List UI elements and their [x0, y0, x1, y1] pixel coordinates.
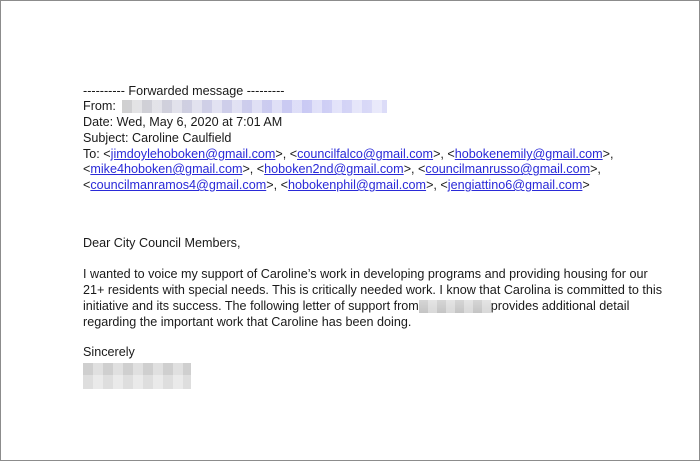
body-text: initiative and its success. The following letter of support from	[83, 299, 419, 313]
recipient-link[interactable]: councilmanrusso@gmail.com	[425, 162, 591, 176]
recipient-link[interactable]: jimdoylehoboken@gmail.com	[110, 147, 276, 161]
recipient-link[interactable]: councilmanramos4@gmail.com	[90, 178, 267, 192]
date-line: Date: Wed, May 6, 2020 at 7:01 AM	[83, 115, 283, 129]
body-line: regarding the important work that Caroline has been doing.	[83, 315, 412, 329]
to-line-continued: <mike4hoboken@gmail.com>, <hoboken2nd@gmail.com>, <councilmanrusso@gmail.com>,	[83, 162, 601, 176]
redacted-sender	[122, 100, 387, 113]
salutation: Dear City Council Members,	[83, 236, 241, 250]
body-line: 21+ residents with special needs. This is critically needed work. I know that Carolina is committed to this	[83, 283, 662, 297]
body-line: I wanted to voice my support of Caroline’s work in developing programs and providing housing for our	[83, 267, 648, 281]
to-label: To:	[83, 147, 100, 161]
body-line	[83, 298, 629, 314]
recipient-link[interactable]: hobokenphil@gmail.com	[287, 178, 427, 192]
recipient-link[interactable]: mike4hoboken@gmail.com	[90, 162, 243, 176]
to-line-continued: <councilmanramos4@gmail.com>, <hobokenphil@gmail.com>, <jengiattino6@gmail.com>	[83, 178, 590, 192]
to-line: To: <jimdoylehoboken@gmail.com>, <councilfalco@gmail.com>, <hobokenemily@gmail.com>,	[83, 147, 614, 161]
recipient-link[interactable]: councilfalco@gmail.com	[297, 147, 434, 161]
recipient-link[interactable]: hoboken2nd@gmail.com	[264, 162, 404, 176]
closing: Sincerely	[83, 345, 135, 359]
redacted-signature	[83, 363, 191, 389]
from-label: From:	[83, 99, 116, 113]
body-text: provides additional detail	[490, 299, 630, 313]
subject-line: Subject: Caroline Caulfield	[83, 131, 232, 145]
recipient-link[interactable]: hobokenemily@gmail.com	[454, 147, 603, 161]
from-line	[83, 98, 387, 114]
forwarded-message-header: ---------- Forwarded message ---------	[83, 84, 285, 98]
redacted-organization	[419, 300, 491, 313]
recipient-link[interactable]: jengiattino6@gmail.com	[447, 178, 583, 192]
